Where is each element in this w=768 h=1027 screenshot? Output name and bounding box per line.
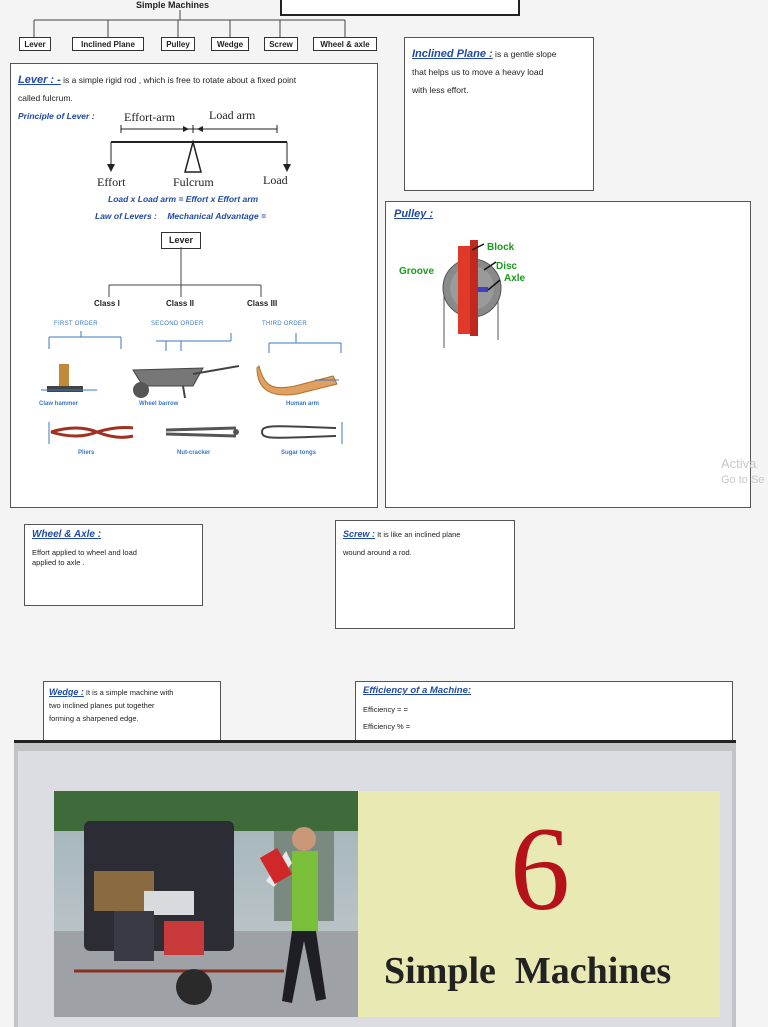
tool-nut-cracker: Nut-cracker (177, 450, 211, 456)
wheel-axle-heading: Wheel & Axle : (32, 529, 102, 540)
lever-desc-2: called fulcrum. (18, 93, 73, 103)
inclined-plane-text-2: that helps us to move a heavy load (412, 67, 544, 77)
wheel-axle-box (24, 524, 203, 606)
human-arm-icon (255, 360, 345, 400)
order-diagrams (41, 329, 361, 359)
wedge-text-2: two inclined planes put together (49, 701, 155, 710)
pulley-label-disc: Disc (496, 261, 518, 272)
pulley-label-axle: Axle (504, 273, 526, 284)
inclined-plane-text-3: with less effort. (412, 85, 469, 95)
wheel-axle-text-1: Effort applied to wheel and load (32, 548, 137, 557)
effort-arm-label: Effort-arm (124, 110, 176, 124)
lever-description (18, 70, 368, 124)
efficiency-line-2: Efficiency % = (363, 722, 411, 731)
lever-principle: Principle of Lever : (18, 111, 95, 121)
tool-human-arm: Human arm (286, 401, 320, 407)
activate-watermark-2: Go to Se (721, 474, 765, 486)
top-tree-lines (0, 10, 400, 40)
class-3: Class III (247, 299, 278, 308)
mechanical-advantage: Mechanical Advantage = (167, 211, 266, 221)
efficiency-heading: Efficiency of a Machine: (363, 685, 472, 696)
wheel-barrow-icon (123, 360, 243, 402)
claw-hammer-icon (39, 360, 99, 400)
lever-tree-root: Lever (161, 232, 201, 249)
lever-heading: Lever : - (18, 74, 61, 86)
pulley-label-groove: Groove (399, 266, 435, 277)
order-third: THIRD ORDER (262, 321, 307, 327)
inclined-plane-text-1: is a gentle slope (492, 49, 557, 59)
lever-box (10, 63, 378, 508)
effort-label: Effort (97, 175, 126, 189)
wedge-text (49, 685, 219, 724)
screw-text-1: It is like an inclined plane (375, 530, 461, 539)
tag-wheel-axle: Wheel & axle (313, 37, 377, 51)
book-title: Simple Machines (384, 950, 672, 992)
book-cover (14, 740, 736, 1027)
lever-tree-lines (101, 247, 281, 299)
tool-pliers: Pliers (78, 450, 95, 456)
tool-sugar-tongs: Sugar tongs (281, 450, 317, 456)
porter-photo (54, 791, 358, 1017)
wedge-heading: Wedge : (49, 687, 84, 697)
tool-claw-hammer: Claw hammer (39, 401, 79, 407)
screw-text (343, 524, 513, 560)
nut-cracker-icon (156, 420, 246, 446)
inclined-plane-box (404, 37, 594, 191)
tag-lever: Lever (19, 37, 51, 51)
screw-heading: Screw : (343, 529, 376, 539)
inclined-plane-heading: Inclined Plane : (412, 48, 493, 60)
fulcrum-label: Fulcrum (173, 175, 214, 189)
class-2: Class II (166, 299, 195, 308)
tag-inclined-plane: Inclined Plane (72, 37, 144, 51)
tag-screw: Screw (264, 37, 298, 51)
lever-formula-1: Load x Load arm = Effort x Effort arm (108, 194, 259, 204)
lever-desc-1: is a simple rigid rod , which is free to rotate about a fixed point (60, 75, 297, 85)
tag-wedge: Wedge (211, 37, 249, 51)
load-label: Load (263, 173, 288, 187)
top-title: Simple Machines (136, 0, 210, 10)
screw-box (335, 520, 515, 629)
class-1: Class I (94, 299, 120, 308)
lever-formula-2 (95, 206, 266, 224)
pulley-box (385, 201, 751, 508)
chapter-number: 6 (510, 802, 570, 935)
pliers-icon (47, 418, 137, 448)
law-of-levers: Law of Levers : (95, 211, 157, 221)
load-arm-label: Load arm (209, 108, 256, 122)
tool-wheel-barrow: Wheel barrow (139, 401, 179, 407)
activate-watermark-1: Activa (721, 456, 757, 471)
pulley-heading: Pulley : (394, 208, 434, 220)
inclined-plane-text (412, 44, 588, 98)
pulley-diagram (436, 240, 516, 355)
wedge-text-1: It is a simple machine with (83, 688, 174, 697)
wedge-text-3: forming a sharpened edge. (49, 714, 139, 723)
order-first: FIRST ORDER (54, 321, 98, 327)
pulley-label-block: Block (487, 242, 515, 253)
screw-text-2: wound around a rod. (343, 548, 412, 557)
order-second: SECOND ORDER (151, 321, 204, 327)
sugar-tongs-icon (256, 418, 346, 448)
efficiency-line-1: Efficiency = = (363, 705, 408, 714)
tag-pulley: Pulley (161, 37, 195, 51)
wheel-axle-text-2: applied to axle . (32, 558, 85, 567)
